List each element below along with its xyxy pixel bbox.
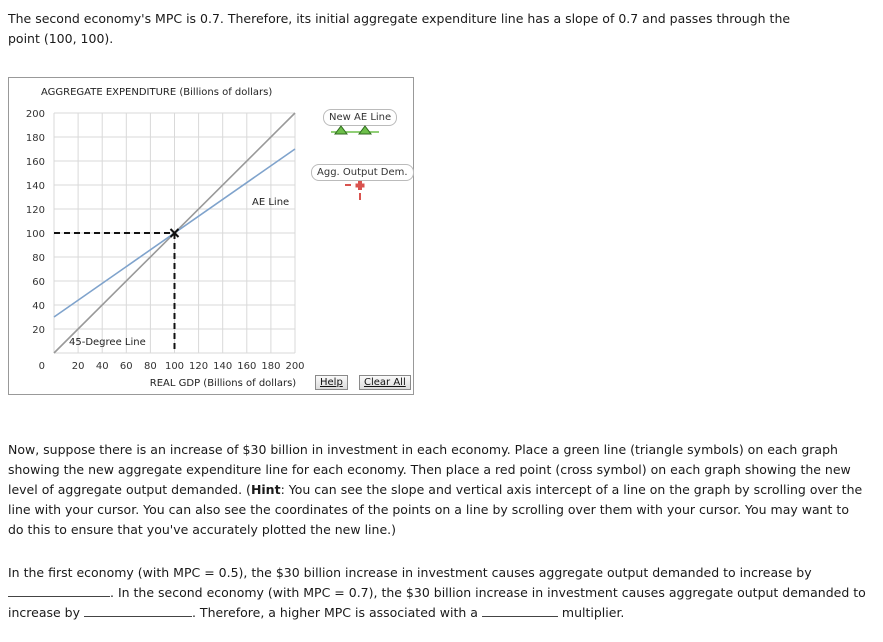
answer-blank-3[interactable] bbox=[482, 603, 558, 617]
agg-output-label: Agg. Output Dem. bbox=[317, 167, 408, 178]
question-part2: . In the second economy (with MPC = 0.7), the $30 billion increase in investment causes aggregate output demanded to increase by bbox=[8, 585, 866, 620]
x-tick-label-200: 200 bbox=[285, 361, 305, 372]
instructions-text bbox=[8, 440, 868, 540]
answer-blank-1[interactable] bbox=[8, 583, 110, 597]
x-tick-label-80: 80 bbox=[144, 361, 157, 372]
y-tick-label-200: 200 bbox=[25, 109, 45, 120]
y-tick-label-100: 100 bbox=[25, 229, 45, 240]
x-tick-label-180: 180 bbox=[261, 361, 281, 372]
question-text bbox=[8, 563, 868, 623]
degree-line-label: 45-Degree Line bbox=[69, 337, 146, 348]
chart-title: AGGREGATE EXPENDITURE (Billions of dollars) bbox=[41, 87, 273, 98]
x-axis-label: REAL GDP (Billions of dollars) bbox=[149, 378, 297, 389]
question-part3: . Therefore, a higher MPC is associated with a bbox=[191, 605, 478, 620]
x-tick-label-40: 40 bbox=[95, 361, 109, 372]
x-tick-label-160: 160 bbox=[237, 361, 257, 372]
origin-label: 0 bbox=[38, 361, 45, 372]
help-button[interactable] bbox=[315, 375, 348, 390]
y-tick-label-180: 180 bbox=[25, 133, 45, 144]
y-tick-label-140: 140 bbox=[25, 181, 45, 192]
y-tick-label-40: 40 bbox=[32, 301, 45, 312]
x-tick-label-20: 20 bbox=[71, 361, 85, 372]
y-tick-label-120: 120 bbox=[25, 205, 45, 216]
instructions-part2: : You can see the slope and vertical axis intercept of a line on the graph by scrolling over the line with your cursor. You can also see the coordinates of the points on a line by scrolling over them with your cursor. You may want to do this to ensure that you've accurately plotted the new line.) bbox=[8, 482, 863, 537]
clear-all-button[interactable] bbox=[359, 375, 411, 390]
y-tick-label-160: 160 bbox=[25, 157, 45, 168]
y-tick-label-60: 60 bbox=[32, 277, 45, 288]
clear-all-label: Clear All bbox=[364, 377, 406, 388]
instructions-part1: Now, suppose there is an increase of $30 billion in investment in each economy. Place a green line (triangle symbols) on each graph showing the new aggregate expenditure line for each economy. Then place a red point (cross symbol) on each graph showing the new level of aggregate output demanded. ( bbox=[8, 442, 851, 497]
new-ae-line-label: New AE Line bbox=[329, 112, 392, 123]
question-part1: In the first economy (with MPC = 0.5), the $30 billion increase in investment causes aggregate output demanded to increase by bbox=[8, 565, 812, 580]
help-label: Help bbox=[320, 377, 343, 388]
red-cross-icon[interactable] bbox=[341, 178, 371, 204]
x-tick-label-120: 120 bbox=[189, 361, 209, 372]
hint-label: Hint bbox=[250, 482, 281, 497]
y-tick-label-80: 80 bbox=[32, 253, 45, 264]
answer-blank-2[interactable] bbox=[84, 603, 192, 617]
green-triangle-icon[interactable] bbox=[327, 124, 383, 136]
intro-text: The second economy's MPC is 0.7. Therefore, its initial aggregate expenditure line has a slope of 0.7 and passes through the point (100, 100). bbox=[8, 11, 791, 46]
ae-line-label: AE Line bbox=[252, 197, 290, 208]
x-tick-label-140: 140 bbox=[213, 361, 233, 372]
question-part4: multiplier. bbox=[561, 605, 625, 620]
y-tick-label-20: 20 bbox=[32, 325, 45, 336]
x-tick-label-60: 60 bbox=[119, 361, 133, 372]
graph-panel bbox=[8, 77, 414, 395]
x-tick-label-100: 100 bbox=[164, 361, 185, 372]
